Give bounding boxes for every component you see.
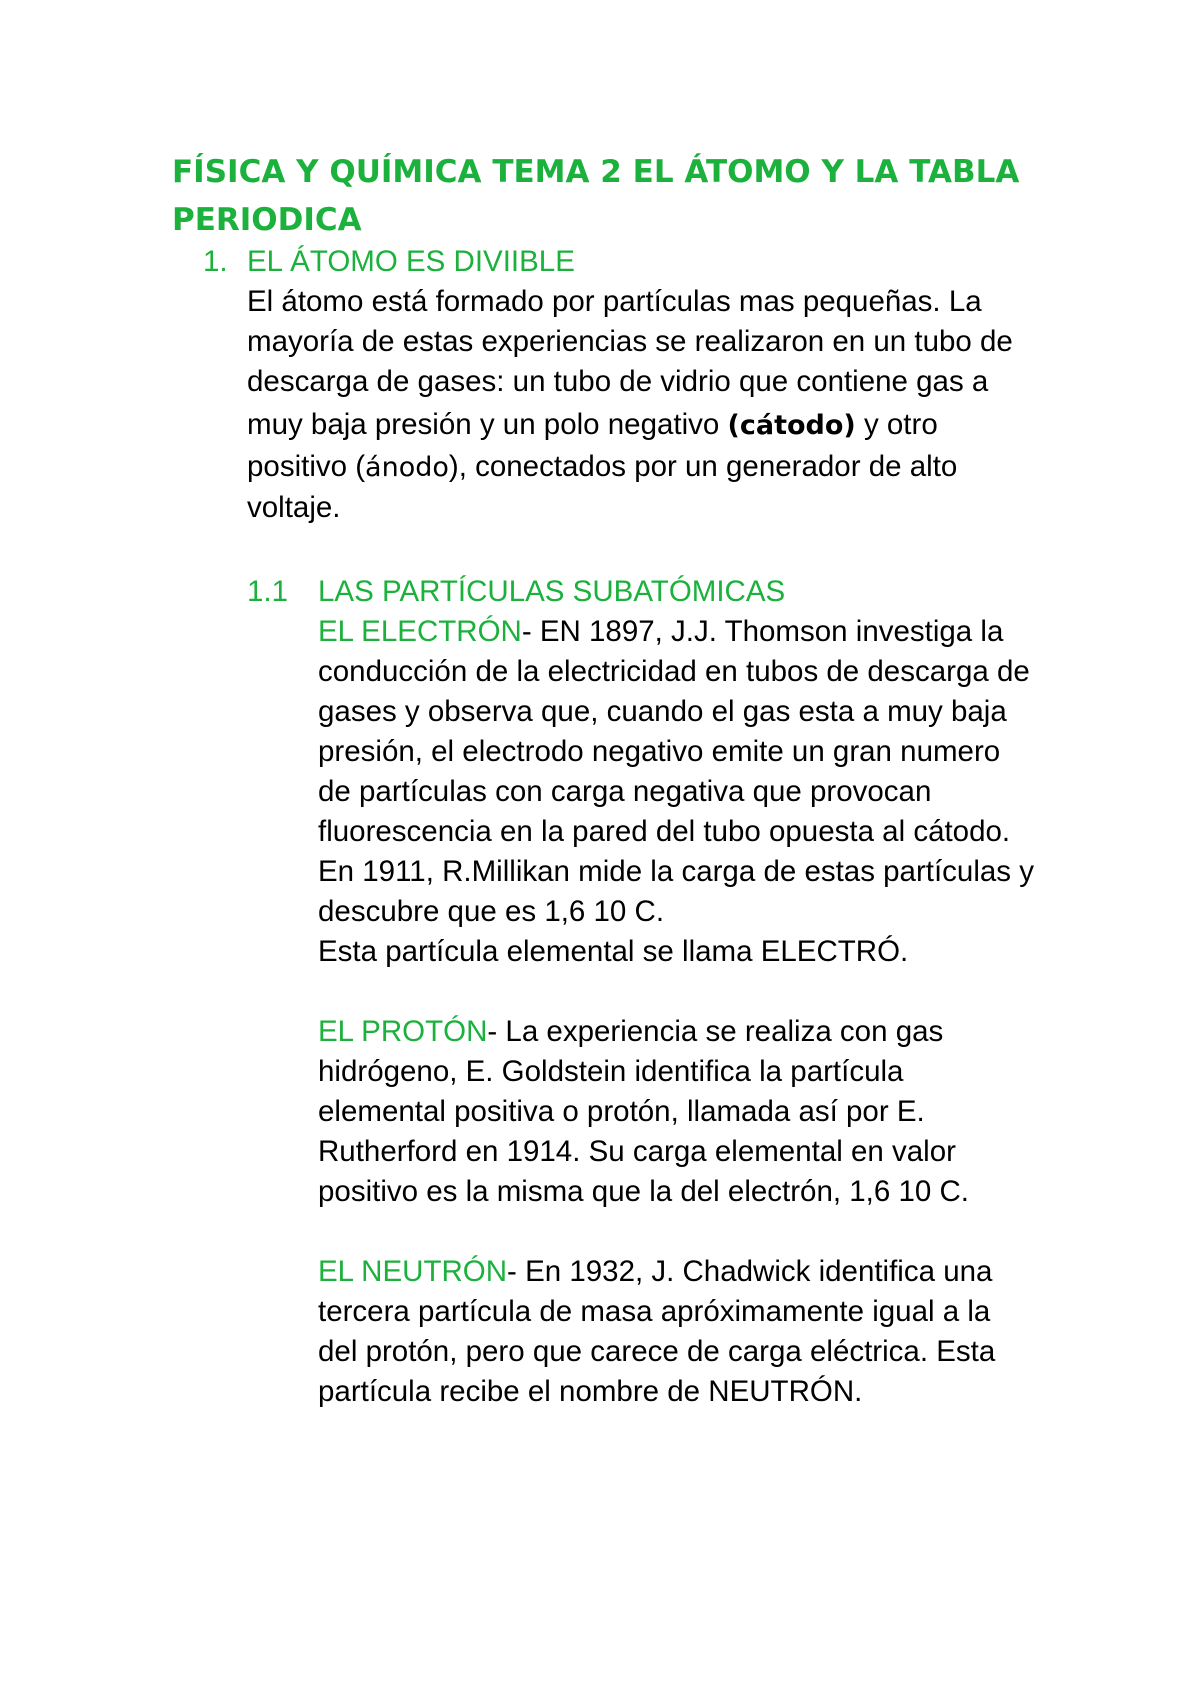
section-1-line-anodo <box>247 447 957 488</box>
electron-line: Esta partícula elemental se llama ELECTRÓ. <box>318 935 909 968</box>
electron-line: presión, el electrodo negativo emite un gran numero <box>318 735 1001 768</box>
section-1-1-number: 1.1 <box>247 575 289 608</box>
section-1-line: El átomo está formado por partículas mas pequeñas. La <box>247 285 982 318</box>
electron-line: fluorescencia en la pared del tubo opuesta al cátodo. <box>318 815 1011 848</box>
electron-paragraph-first-line <box>318 612 1003 652</box>
document-title: FÍSICA Y QUÍMICA TEMA 2 EL ÁTOMO Y LA TABLA PERIODICA <box>172 154 1020 238</box>
section-1-line: voltaje. <box>247 491 341 524</box>
text-run: - La experiencia se realiza con gas <box>487 1015 944 1048</box>
electron-line: En 1911, R.Millikan mide la carga de estas partículas y <box>318 855 1034 888</box>
proton-line: hidrógeno, E. Goldstein identifica la partícula <box>318 1055 904 1088</box>
term-catodo: (cátodo) <box>727 410 856 441</box>
proton-label: EL PROTÓN <box>318 1015 488 1048</box>
term-anodo: ánodo <box>365 452 449 483</box>
neutron-line: partícula recibe el nombre de NEUTRÓN. <box>318 1375 863 1408</box>
text-run: - En 1932, J. Chadwick identifica una <box>507 1255 993 1288</box>
electron-line: descubre que es 1,6 10 C. <box>318 895 665 928</box>
section-1-heading: EL ÁTOMO ES DIVIIBLE <box>247 245 575 278</box>
neutron-paragraph-first-line <box>318 1252 992 1292</box>
proton-line: positivo es la misma que la del electrón, 1,6 10 C. <box>318 1175 969 1208</box>
section-1-line: mayoría de estas experiencias se realizaron en un tubo de <box>247 325 1013 358</box>
section-1-number: 1. <box>203 245 228 278</box>
electron-line: conducción de la electricidad en tubos de descarga de <box>318 655 1030 688</box>
text-run: - EN 1897, J.J. Thomson investiga la <box>521 615 1004 648</box>
electron-line: gases y observa que, cuando el gas esta a muy baja <box>318 695 1007 728</box>
text-run: muy baja presión y un polo negativo <box>247 408 728 441</box>
section-1-1-heading: LAS PARTÍCULAS SUBATÓMICAS <box>318 575 786 608</box>
neutron-line: del protón, pero que carece de carga eléctrica. Esta <box>318 1335 996 1368</box>
neutron-label: EL NEUTRÓN <box>318 1255 508 1288</box>
text-run: y otro <box>855 408 938 441</box>
neutron-line: tercera partícula de masa apróximamente igual a la <box>318 1295 991 1328</box>
proton-paragraph-first-line <box>318 1012 943 1052</box>
proton-line: elemental positiva o protón, llamada así por E. <box>318 1095 925 1128</box>
section-1-line-catodo <box>247 405 938 446</box>
text-run: ), conectados por un generador de alto <box>448 450 958 483</box>
electron-line: de partículas con carga negativa que provocan <box>318 775 932 808</box>
electron-label: EL ELECTRÓN <box>318 615 522 648</box>
section-1-line: descarga de gases: un tubo de vidrio que contiene gas a <box>247 365 989 398</box>
proton-line: Rutherford en 1914. Su carga elemental en valor <box>318 1135 956 1168</box>
text-run: positivo ( <box>247 450 366 483</box>
